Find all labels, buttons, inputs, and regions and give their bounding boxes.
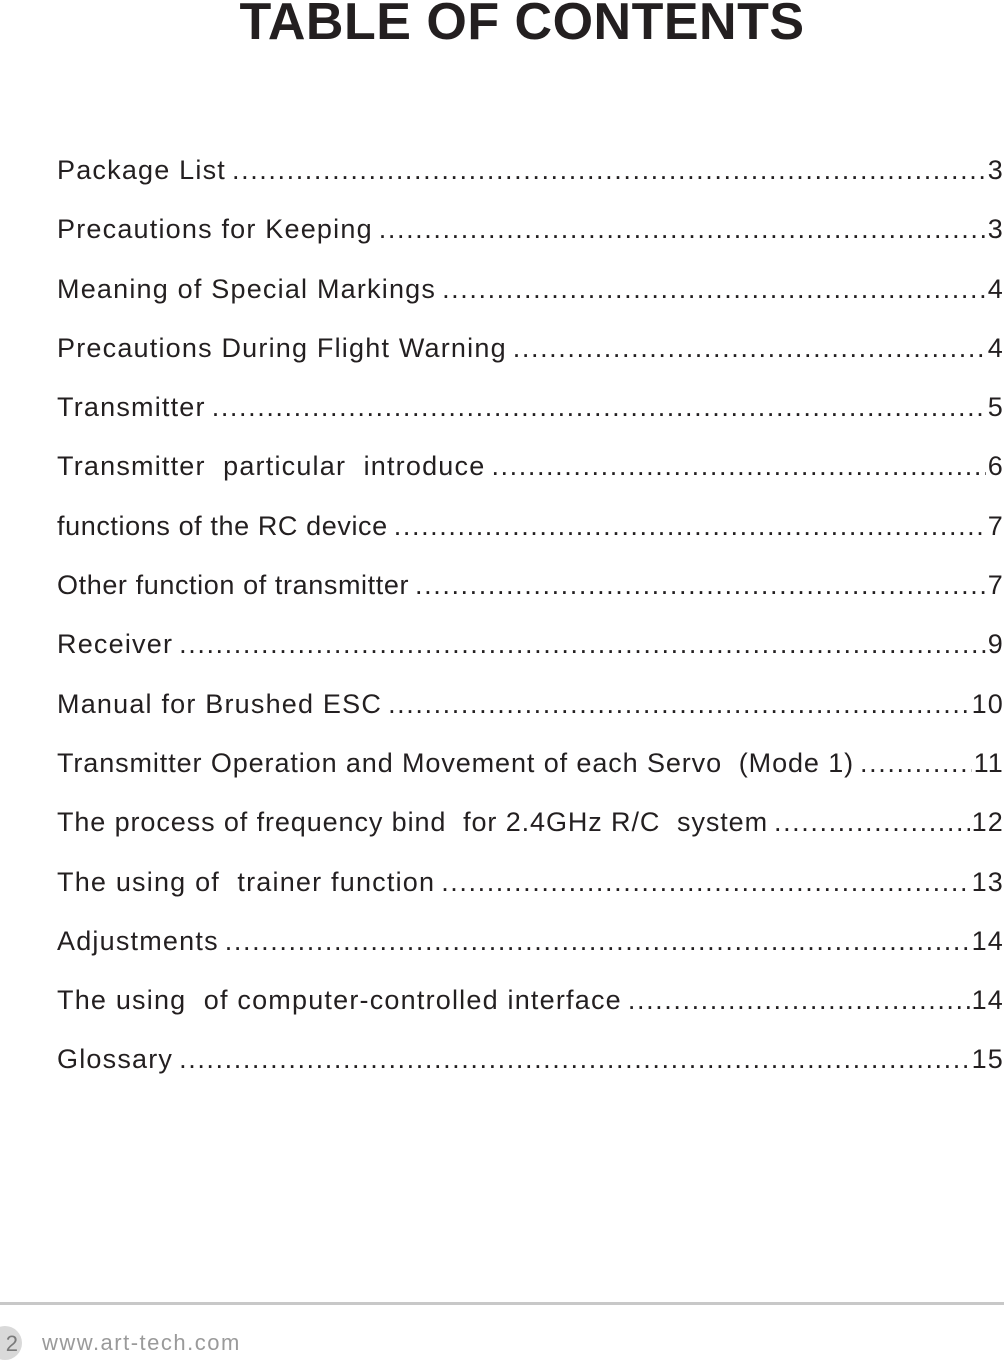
toc-entry-label: Glossary [57,1044,174,1075]
toc-leader-dots [232,155,986,186]
toc-leader-dots [394,511,986,542]
toc-entry-page: 6 [987,451,1004,482]
toc-entry[interactable] [57,867,1004,926]
toc-entry-label: Transmitter particular introduce [57,451,486,482]
toc-entry[interactable] [57,1044,1004,1103]
toc-entry-label: Meaning of Special Markings [57,273,437,304]
toc-entry-page: 4 [987,332,1004,363]
toc-entry-page: 15 [971,1044,1004,1075]
toc-entry-page: 14 [971,985,1004,1016]
toc-leader-dots [442,274,986,305]
toc-entry-label: The using of trainer function [57,866,436,897]
toc-entry[interactable] [57,629,1004,688]
toc-entry-page: 14 [971,925,1004,956]
toc-entry-label: Precautions for Keeping [57,214,373,245]
toc-entry-page: 4 [987,273,1004,304]
toc-leader-dots [179,629,986,660]
toc-entry-page: 5 [987,392,1004,423]
toc-entry-page: 13 [971,866,1004,897]
toc-leader-dots [388,689,970,720]
toc-entry[interactable] [57,748,1004,807]
toc-entry[interactable] [57,570,1004,629]
toc-entry-label: Package List [57,155,226,185]
toc-entry[interactable] [57,511,1004,570]
toc-entry-label: The process of frequency bind for 2.4GHz R/C system [57,807,768,838]
toc-entry[interactable] [57,451,1004,510]
footer-url[interactable]: www.art-tech.com [42,1330,241,1355]
toc-entry-page: 9 [987,629,1004,660]
toc-entry-label: Other function of transmitter [57,570,410,601]
toc-entry-page: 7 [987,570,1004,601]
toc-leader-dots [860,748,972,779]
page-title: TABLE OF CONTENTS [239,0,805,51]
page-number-badge: 2 [0,1326,22,1360]
toc-entry[interactable] [57,274,1004,333]
toc-entry[interactable] [57,807,1004,866]
toc-entry[interactable] [57,926,1004,985]
toc-leader-dots [628,985,970,1016]
toc-leader-dots [491,451,985,482]
toc-leader-dots [774,807,970,838]
toc-leader-dots [212,392,986,423]
toc-entry[interactable] [57,333,1004,392]
footer-divider [0,1302,1004,1305]
toc-entry-label: Adjustments [57,925,219,956]
toc-leader-dots [513,333,986,364]
toc-entry-page: 7 [987,510,1004,541]
toc-leader-dots [379,214,986,245]
toc-entry-label: Manual for Brushed ESC [57,688,383,719]
toc-entry-page: 10 [971,688,1004,719]
toc-entry[interactable] [57,155,1004,214]
toc-leader-dots [415,570,986,601]
toc-entry-label: Transmitter [57,392,206,423]
toc-entry-page: 11 [973,747,1004,778]
table-of-contents [57,155,1004,1104]
toc-entry-label: functions of the RC device [57,510,388,541]
toc-entry[interactable] [57,214,1004,273]
toc-leader-dots [225,926,970,957]
toc-entry[interactable] [57,985,1004,1044]
toc-entry-page: 3 [987,214,1004,245]
toc-entry-page: 3 [987,155,1004,185]
toc-entry-label: The using of computer-controlled interface [57,985,622,1016]
toc-leader-dots [441,867,969,898]
toc-entry[interactable] [57,392,1004,451]
toc-entry-label: Receiver [57,629,174,660]
toc-entry-label: Transmitter Operation and Movement of each Servo (Mode 1) [57,747,855,778]
toc-entry[interactable] [57,689,1004,748]
toc-entry-page: 12 [971,807,1004,838]
toc-entry-label: Precautions During Flight Warning [57,332,507,363]
toc-leader-dots [179,1044,969,1075]
